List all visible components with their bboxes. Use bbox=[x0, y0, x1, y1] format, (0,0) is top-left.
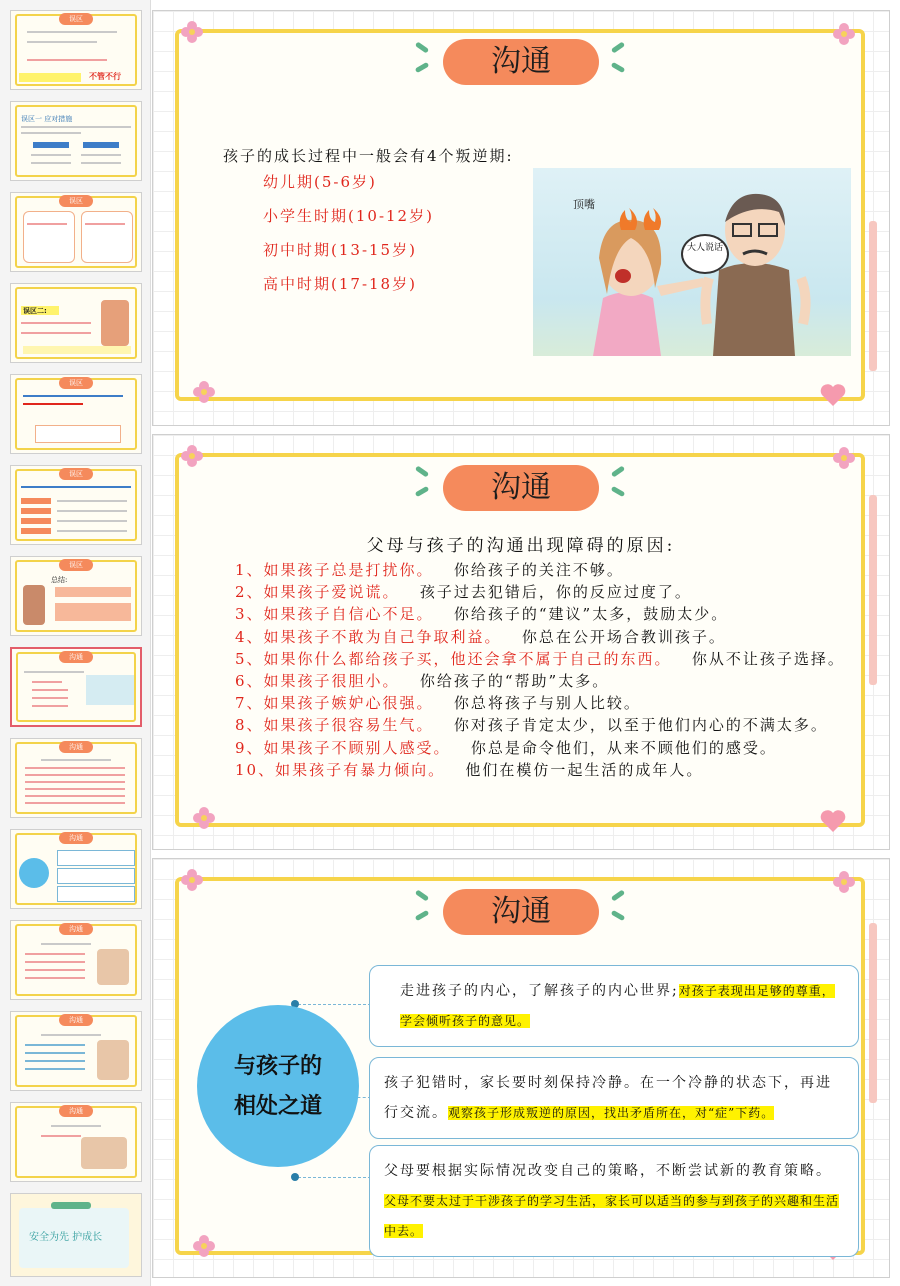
connector-dot bbox=[291, 1173, 299, 1181]
thumb-line bbox=[25, 961, 85, 963]
thumb-title: 沟通 bbox=[59, 1105, 93, 1117]
topic-line-1: 与孩子的 bbox=[233, 1054, 322, 1079]
flower-icon bbox=[193, 1235, 215, 1257]
heart-icon bbox=[819, 383, 847, 407]
thumb-block bbox=[57, 886, 135, 902]
reason-cause: 他们在模仿一起生活的成年人。 bbox=[465, 760, 704, 779]
thumb-block bbox=[21, 508, 51, 514]
tip-box-1 bbox=[369, 965, 859, 1047]
thumb-title: 沟通 bbox=[59, 1014, 93, 1026]
reason-condition: 8、如果孩子很容易生气。 bbox=[235, 716, 434, 735]
tip-highlight: 对孩子表现出足够的尊重，学会倾听孩子的意见。 bbox=[400, 984, 835, 1028]
thumb-title: 误区 bbox=[59, 195, 93, 207]
thumb-line bbox=[25, 774, 125, 776]
period-item: 高中时期(17-18岁) bbox=[263, 275, 417, 293]
thumb-line bbox=[25, 977, 85, 979]
reason-row bbox=[235, 692, 641, 713]
slide-1[interactable] bbox=[152, 10, 890, 426]
thumb-line bbox=[25, 781, 125, 783]
thumb-text: 总结: bbox=[51, 576, 68, 584]
thumb-block bbox=[81, 211, 133, 263]
flower-icon bbox=[181, 869, 203, 891]
tip-box-3 bbox=[369, 1145, 859, 1257]
thumb-block bbox=[33, 142, 69, 148]
slide-thumb-7[interactable] bbox=[10, 556, 142, 636]
thumb-block bbox=[55, 603, 131, 621]
slide-thumb-13[interactable] bbox=[10, 1102, 142, 1182]
thumb-line bbox=[32, 689, 68, 691]
reason-condition: 1、如果孩子总是打扰你。 bbox=[235, 561, 434, 579]
thumb-figure bbox=[81, 1137, 127, 1169]
slide-thumb-3[interactable] bbox=[10, 192, 142, 272]
thumb-line bbox=[25, 1060, 85, 1062]
slide-title-pill: 沟通 bbox=[443, 889, 599, 935]
tip-text: 父母要根据实际情况改变自己的策略，不断尝试新的教育策略。 bbox=[384, 1163, 832, 1179]
thumb-line bbox=[21, 322, 91, 324]
decor-strip bbox=[869, 495, 877, 685]
argument-illustration bbox=[533, 168, 851, 356]
thumb-block bbox=[23, 346, 131, 354]
reason-condition: 10、如果孩子有暴力倾向。 bbox=[235, 760, 446, 779]
reason-cause: 你给孩子的关注不够。 bbox=[453, 561, 624, 579]
reason-row bbox=[235, 559, 624, 580]
reason-condition: 3、如果孩子自信心不足。 bbox=[235, 605, 434, 624]
thumb-block bbox=[23, 211, 75, 263]
reason-cause: 你给孩子的“帮助”太多。 bbox=[419, 672, 610, 690]
reason-row bbox=[235, 737, 777, 758]
reason-condition: 7、如果孩子嫉妒心很强。 bbox=[235, 694, 434, 713]
reason-cause: 你从不让孩子选择。 bbox=[691, 649, 845, 668]
reason-cause: 你总将孩子与别人比较。 bbox=[453, 694, 641, 713]
thumb-line bbox=[41, 759, 111, 761]
reason-cause: 你总是命令他们，从来不顾他们的感受。 bbox=[470, 738, 777, 757]
reason-row bbox=[235, 714, 828, 735]
thumb-block bbox=[21, 498, 51, 504]
thumb-line bbox=[41, 943, 91, 945]
tip-text: 孩子犯错时，家长要时刻保持冷静。在一个冷静的状态下，再进行交流。 bbox=[384, 1075, 832, 1121]
thumb-line bbox=[25, 953, 85, 955]
decor-strip bbox=[869, 923, 877, 1103]
connector-line bbox=[293, 1004, 371, 1005]
thumb-text: 安全为先 护成长 bbox=[29, 1232, 103, 1243]
thumb-line bbox=[32, 705, 68, 707]
reason-cause: 你总在公开场合教训孩子。 bbox=[521, 627, 726, 646]
reason-row bbox=[235, 648, 845, 669]
slide-thumb-10[interactable] bbox=[10, 829, 142, 909]
topic-circle bbox=[197, 1005, 359, 1167]
reason-condition: 9、如果孩子不顾别人感受。 bbox=[235, 738, 451, 757]
topic-circle-text bbox=[197, 1047, 359, 1127]
thumb-line bbox=[32, 697, 68, 699]
flower-icon bbox=[181, 445, 203, 467]
thumb-block bbox=[51, 1202, 91, 1209]
thumb-line bbox=[24, 671, 84, 673]
connector-line bbox=[293, 1177, 371, 1178]
reason-row bbox=[235, 626, 726, 647]
speech-bubble: 大人说话 bbox=[681, 234, 729, 274]
flower-icon bbox=[833, 23, 855, 45]
thumb-line bbox=[27, 41, 97, 43]
thumb-line bbox=[51, 1125, 101, 1127]
decor-strip bbox=[869, 221, 877, 371]
thumb-line bbox=[85, 223, 125, 225]
thumb-block bbox=[83, 142, 119, 148]
tip-highlight: 父母不要太过于干涉孩子的学习生活，家长可以适当的参与到孩子的兴趣和生活中去。 bbox=[384, 1194, 840, 1238]
slide-thumb-8[interactable] bbox=[10, 647, 142, 727]
thumb-line bbox=[21, 486, 131, 488]
thumb-title: 沟通 bbox=[59, 923, 93, 935]
slide-thumb-14[interactable] bbox=[10, 1193, 142, 1277]
thumb-text: 不管不行 bbox=[89, 72, 121, 81]
thumb-block bbox=[35, 425, 121, 443]
reason-row bbox=[235, 759, 703, 780]
period-item: 小学生时期(10-12岁) bbox=[263, 207, 434, 225]
thumb-line bbox=[41, 1034, 101, 1036]
thumb-line bbox=[25, 767, 125, 769]
thumb-line bbox=[27, 31, 117, 33]
reason-row bbox=[235, 581, 692, 602]
thumb-block bbox=[57, 850, 135, 866]
thumb-line bbox=[41, 1135, 81, 1137]
thumb-line bbox=[81, 162, 121, 164]
thumb-block bbox=[55, 587, 131, 597]
thumb-line bbox=[25, 795, 125, 797]
slide-2[interactable] bbox=[152, 434, 890, 850]
thumb-figure bbox=[101, 300, 129, 346]
flower-icon bbox=[833, 871, 855, 893]
thumb-line bbox=[57, 500, 127, 502]
thumb-picture bbox=[86, 675, 134, 705]
thumb-line bbox=[31, 162, 71, 164]
reason-cause: 孩子过去犯错后，你的反应过度了。 bbox=[419, 583, 692, 602]
slide-3[interactable] bbox=[152, 858, 890, 1278]
thumb-line bbox=[25, 1052, 85, 1054]
flower-icon bbox=[833, 447, 855, 469]
thumb-line bbox=[25, 788, 125, 790]
period-item: 初中时期(13-15岁) bbox=[263, 241, 417, 259]
slide-title-pill: 沟通 bbox=[443, 465, 599, 511]
thumb-block bbox=[21, 528, 51, 534]
thumb-title: 误区 bbox=[59, 13, 93, 25]
reason-cause: 你给孩子的“建议”太多，鼓励太少。 bbox=[453, 605, 729, 624]
heart-icon bbox=[819, 809, 847, 833]
thumb-line bbox=[27, 223, 67, 225]
thumb-line bbox=[57, 530, 127, 532]
intro-text: 孩子的成长过程中一般会有4个叛逆期: bbox=[223, 147, 514, 165]
slide-title-pill: 沟通 bbox=[443, 39, 599, 85]
thumb-title: 沟通 bbox=[59, 741, 93, 753]
thumb-line bbox=[21, 332, 91, 334]
topic-line-2: 相处之道 bbox=[233, 1094, 322, 1119]
tip-box-2 bbox=[369, 1057, 859, 1139]
slide-thumb-2[interactable] bbox=[10, 101, 142, 181]
thumb-line bbox=[21, 126, 131, 128]
thumb-line bbox=[21, 132, 81, 134]
thumb-block bbox=[57, 868, 135, 884]
thumb-block bbox=[21, 518, 51, 524]
thumb-title: 沟通 bbox=[59, 832, 93, 844]
reason-cause: 你对孩子肯定太少，以至于他们内心的不满太多。 bbox=[453, 716, 828, 735]
slide-thumbnail-panel bbox=[0, 0, 151, 1286]
thumb-line bbox=[25, 1068, 85, 1070]
reason-row bbox=[235, 603, 728, 624]
slide-thumb-5[interactable] bbox=[10, 374, 142, 454]
thumb-title: 误区二: bbox=[23, 307, 47, 315]
thumb-title: 沟通 bbox=[59, 651, 93, 663]
reason-condition: 6、如果孩子很胆小。 bbox=[235, 672, 400, 690]
flower-icon bbox=[193, 381, 215, 403]
reason-condition: 4、如果孩子不敢为自己争取利益。 bbox=[235, 627, 502, 646]
slide-thumb-4[interactable] bbox=[10, 283, 142, 363]
slide-thumb-12[interactable] bbox=[10, 1011, 142, 1091]
thumb-line bbox=[57, 510, 127, 512]
thumb-line bbox=[23, 395, 123, 397]
thumb-title: 误区 bbox=[59, 377, 93, 389]
tip-text: 走进孩子的内心，了解孩子的内心世界; bbox=[400, 983, 679, 999]
thumb-figure bbox=[97, 949, 129, 985]
thumb-line bbox=[57, 520, 127, 522]
thumb-line bbox=[25, 1044, 85, 1046]
reason-condition: 5、如果你什么都给孩子买，他还会拿不属于自己的东西。 bbox=[235, 649, 672, 668]
thumb-line bbox=[25, 802, 125, 804]
thumb-line bbox=[27, 59, 107, 61]
thumb-title: 误区 bbox=[59, 559, 93, 571]
tip-highlight: 观察孩子形成叛逆的原因，找出矛盾所在，对“症”下药。 bbox=[448, 1106, 775, 1120]
thumb-line bbox=[32, 681, 62, 683]
thumb-highlight bbox=[19, 73, 81, 82]
thumb-figure bbox=[23, 585, 45, 625]
thumb-circle bbox=[19, 858, 49, 888]
thumb-figure bbox=[97, 1040, 129, 1080]
period-item: 幼儿期(5-6岁) bbox=[263, 173, 377, 191]
thumb-line bbox=[81, 154, 121, 156]
thumb-line bbox=[31, 154, 71, 156]
slide-thumb-11[interactable] bbox=[10, 920, 142, 1000]
flower-icon bbox=[193, 807, 215, 829]
flower-icon bbox=[181, 21, 203, 43]
thumb-line bbox=[23, 403, 83, 405]
section-heading: 父母与孩子的沟通出现障碍的原因: bbox=[366, 536, 676, 556]
image-label: 顶嘴 bbox=[573, 198, 595, 211]
thumb-title: 误区一 应对措施 bbox=[21, 115, 73, 123]
slide-thumb-9[interactable] bbox=[10, 738, 142, 818]
thumb-line bbox=[25, 969, 85, 971]
thumb-title: 误区 bbox=[59, 468, 93, 480]
slide-thumb-1[interactable] bbox=[10, 10, 142, 90]
slide-thumb-6[interactable] bbox=[10, 465, 142, 545]
reason-row bbox=[235, 670, 609, 691]
reason-condition: 2、如果孩子爱说谎。 bbox=[235, 583, 400, 602]
